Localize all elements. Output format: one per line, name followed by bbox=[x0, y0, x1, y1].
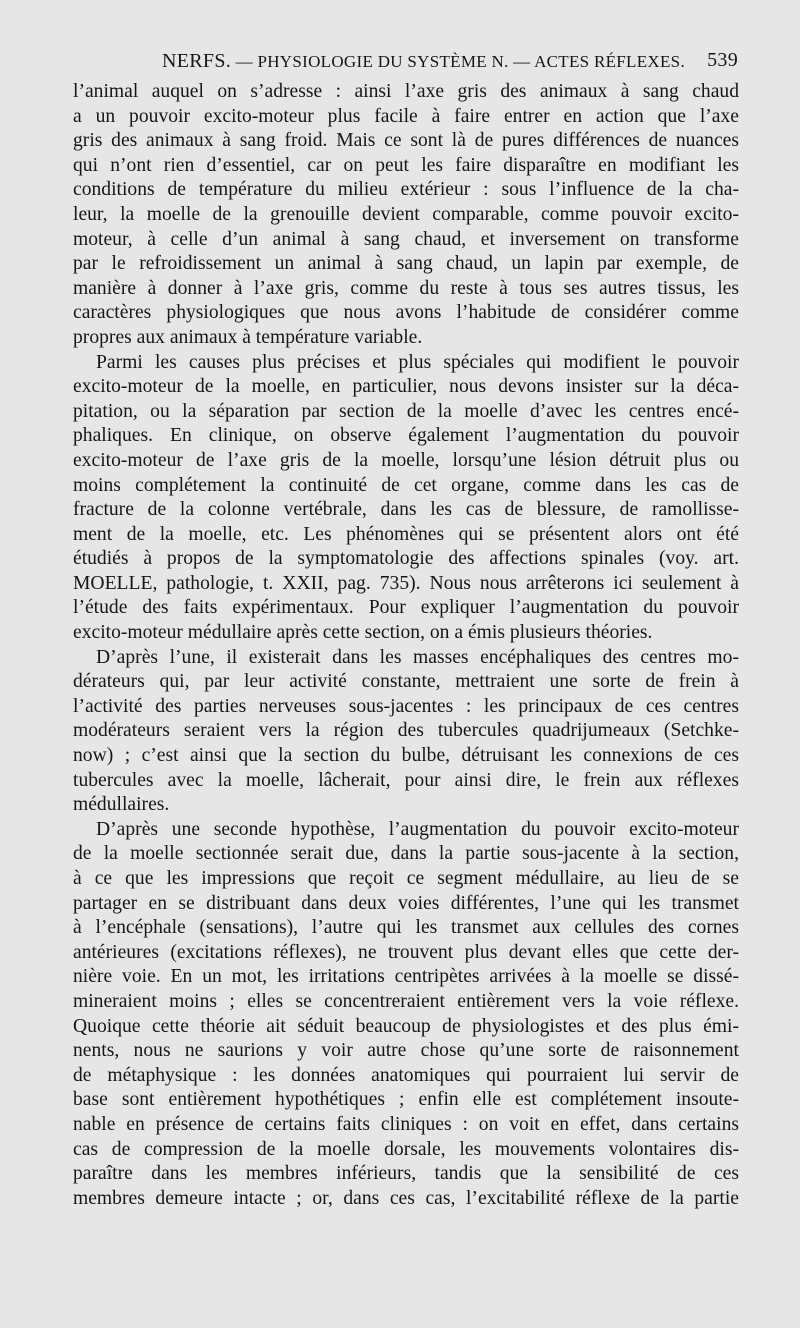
text-line: dérateurs qui, par leur activité constante, mettraient une sorte de frein à bbox=[73, 671, 739, 693]
text-line: phaliques. En clinique, on observe également l’augmentation du pouvoir bbox=[73, 425, 739, 447]
text-line: paraître dans les membres inférieurs, tandis que la sensibilité de ces bbox=[73, 1163, 739, 1185]
text-line: mineraient moins ; elles se concentreraient entièrement vers la voie réflexe. bbox=[73, 990, 739, 1012]
text-line: ment de la moelle, etc. Les phénomènes qui se présentent alors ont été bbox=[73, 523, 739, 545]
text-line: a un pouvoir excito-moteur plus facile à faire entrer en action que l’axe bbox=[73, 105, 739, 127]
text-line: pitation, ou la séparation par section de la moelle d’avec les centres encé- bbox=[73, 400, 739, 422]
text-line: caractères physiologiques que nous avons l’habitude de considérer comme bbox=[73, 302, 739, 324]
text-line: leur, la moelle de la grenouille devient comparable, comme pouvoir excito- bbox=[73, 203, 739, 225]
text-line: médullaires. bbox=[73, 794, 170, 816]
text-line: l’étude des faits expérimentaux. Pour expliquer l’augmentation du pouvoir bbox=[73, 597, 739, 619]
text-line: moins complétement la continuité de cet organe, comme dans les cas de bbox=[73, 474, 739, 496]
running-title bbox=[162, 50, 685, 73]
text-line: base sont entièrement hypothétiques ; enfin elle est complétement insoute- bbox=[73, 1089, 739, 1111]
text-line: membres demeure intacte ; or, dans ces cas, l’excitabilité réflexe de la partie bbox=[73, 1187, 739, 1209]
text-line: nents, nous ne saurions y voir autre chose qu’une sorte de raisonnement bbox=[73, 1040, 739, 1062]
running-header bbox=[74, 46, 738, 76]
text-line: Parmi les causes plus précises et plus spéciales qui modifient le pouvoir bbox=[96, 351, 739, 373]
text-line: l’activité des parties nerveuses sous-jacentes : les principaux de ces centres bbox=[73, 695, 739, 717]
running-title-subject: — PHYSIOLOGIE DU SYSTÈME N. — ACTES RÉFLEXES. bbox=[235, 52, 685, 71]
text-line: l’animal auquel on s’adresse : ainsi l’axe gris des animaux à sang chaud bbox=[73, 81, 739, 102]
text-line: D’après l’une, il existerait dans les masses encéphaliques des centres mo- bbox=[96, 646, 739, 668]
text-line: gris des animaux à sang froid. Mais ce sont là de pures différences de nuances bbox=[73, 130, 739, 152]
text-line: tubercules avec la moelle, lâcherait, pour ainsi dire, le frein aux réflexes bbox=[73, 769, 739, 791]
text-line: à ce que les impressions que reçoit ce segment médullaire, au lieu de se bbox=[73, 868, 739, 889]
text-line: antérieures (excitations réflexes), ne trouvent plus devant elles que cette der- bbox=[73, 941, 739, 963]
text-line: fracture de la colonne vertébrale, dans les cas de blessure, de ramollisse- bbox=[73, 499, 739, 521]
text-line: qui n’ont rien d’essentiel, car on peut les faire disparaître en modifiant les bbox=[73, 154, 739, 176]
text-line: par le refroidissement un animal à sang chaud, un lapin par exemple, de bbox=[73, 253, 739, 275]
text-line: de métaphysique : les données anatomiques qui pourraient lui servir de bbox=[73, 1064, 739, 1086]
text-line: moteur, à celle d’un animal à sang chaud, et inversement on transforme bbox=[73, 228, 739, 250]
text-line: excito-moteur médullaire après cette section, on a émis plusieurs théories. bbox=[73, 622, 653, 644]
text-line: étudiés à propos de la symptomatologie des affections spinales (voy. art. bbox=[73, 548, 739, 570]
text-line: D’après une seconde hypothèse, l’augmentation du pouvoir excito-moteur bbox=[96, 818, 739, 840]
running-title-section: NERFS. bbox=[162, 50, 232, 72]
text-line: excito-moteur de l’axe gris de la moelle, lorsqu’une lésion détruit plus ou bbox=[73, 449, 739, 471]
text-line: MOELLE, pathologie, t. XXII, pag. 735). Nous nous arrêterons ici seulement à bbox=[73, 572, 739, 594]
text-line: propres aux animaux à température variable. bbox=[73, 326, 423, 348]
text-line: cas de compression de la moelle dorsale, les mouvements volontaires dis- bbox=[73, 1138, 739, 1160]
text-line: modérateurs seraient vers la région des tubercules quadrijumeaux (Setchke- bbox=[73, 720, 739, 742]
text-line: nière voie. En un mot, les irritations centripètes arrivées à la moelle se dissé- bbox=[73, 966, 739, 988]
page-number: 539 bbox=[707, 49, 738, 71]
text-line: conditions de température du milieu extérieur : sous l’influence de la cha- bbox=[73, 179, 739, 201]
text-line: nable en présence de certains faits cliniques : on voit en effet, dans certains bbox=[73, 1113, 739, 1135]
text-line: Quoique cette théorie ait séduit beaucoup de physiologistes et des plus émi- bbox=[73, 1015, 739, 1037]
body-text bbox=[73, 80, 739, 1211]
text-line: de la moelle sectionnée serait due, dans la partie sous-jacente à la section, bbox=[73, 843, 739, 865]
text-line: excito-moteur de la moelle, en particulier, nous devons insister sur la déca- bbox=[73, 376, 739, 398]
text-line: now) ; c’est ainsi que la section du bulbe, détruisant les connexions de ces bbox=[73, 745, 739, 767]
text-line: manière à donner à l’axe gris, comme du reste à tous ses autres tissus, les bbox=[73, 277, 739, 299]
text-line: à l’encéphale (sensations), l’autre qui les transmet aux cellules des cornes bbox=[73, 917, 739, 939]
text-line: partager en se distribuant dans deux voies différentes, l’une qui les transmet bbox=[73, 892, 739, 914]
